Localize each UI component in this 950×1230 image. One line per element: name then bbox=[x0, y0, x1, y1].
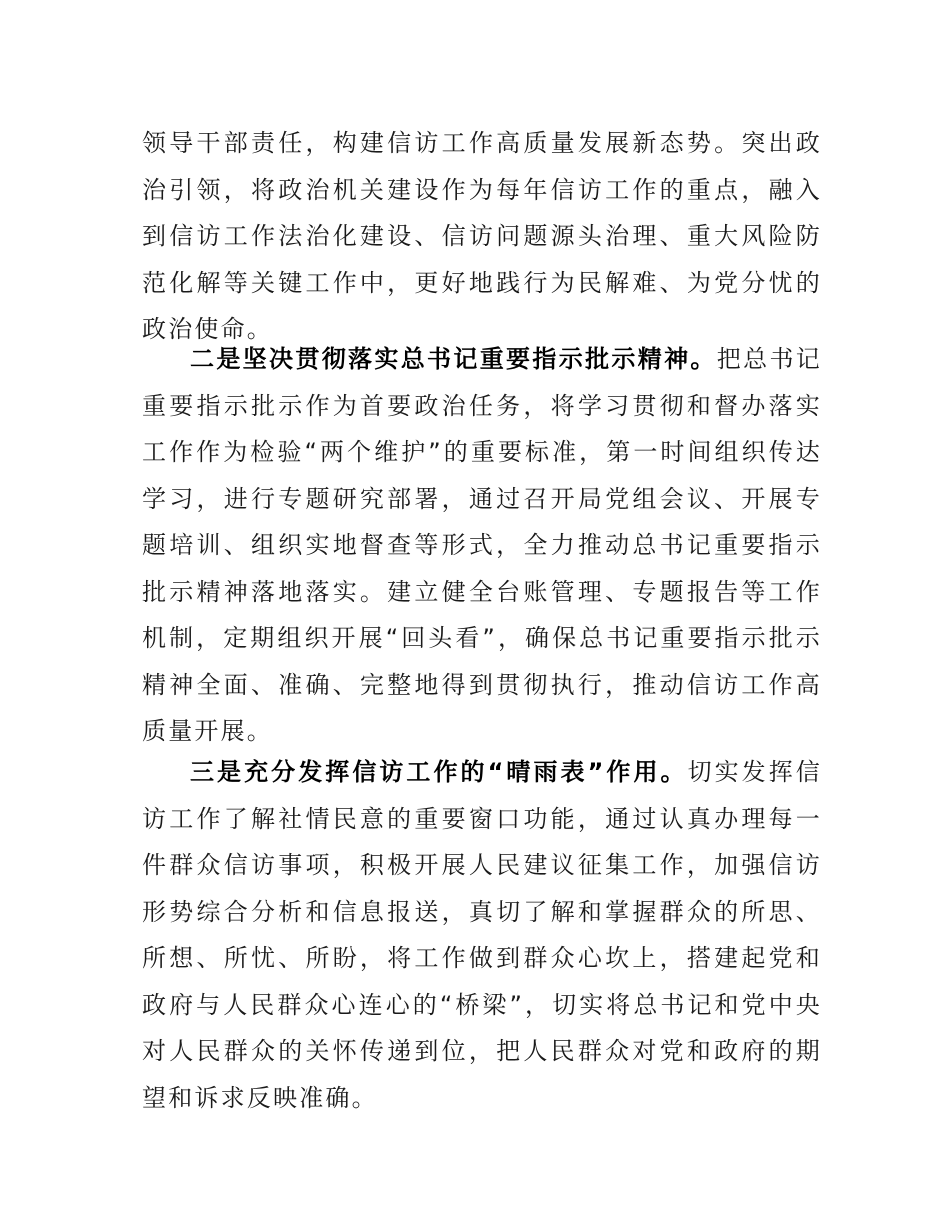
paragraph-2 bbox=[142, 336, 822, 755]
paragraph-3-heading: 三是充分发挥信访工作的“晴雨表”作用。 bbox=[190, 758, 688, 786]
paragraph-1-text: 领导干部责任，构建信访工作高质量发展新态势。突出政治引领，将政治机关建设作为每年信访工作的重点，融入到信访工作法治化建设、信访问题源头治理、重大风险防范化解等关键工作中，更好地践行为民解难、为党分忧的政治使命。 bbox=[142, 129, 822, 343]
paragraph-1 bbox=[142, 120, 822, 353]
paragraph-3-text: 切实发挥信访工作了解社情民意的重要窗口功能，通过认真办理每一件群众信访事项，积极开展人民建议征集工作，加强信访形势综合分析和信息报送，真切了解和掌握群众的所思、所想、所忧、所盼，将工作做到群众心坎上，搭建起党和政府与人民群众心连心的“桥梁”，切实将总书记和党中央对人民群众的关怀传递到位，把人民群众对党和政府的期望和诉求反映准确。 bbox=[142, 758, 822, 1112]
paragraph-3 bbox=[142, 749, 822, 1121]
paragraph-2-heading: 二是坚决贯彻落实总书记重要指示批示精神。 bbox=[190, 345, 717, 373]
paragraph-2-text: 把总书记重要指示批示作为首要政治任务，将学习贯彻和督办落实工作作为检验“两个维护”的重要标准，第一时间组织传达学习，进行专题研究部署，通过召开局党组会议、开展专题培训、组织实地督查等形式，全力推动总书记重要指示批示精神落地落实。建立健全台账管理、专题报告等工作机制，定期组织开展“回头看”，确保总书记重要指示批示精神全面、准确、完整地得到贯彻执行，推动信访工作高质量开展。 bbox=[142, 345, 822, 745]
